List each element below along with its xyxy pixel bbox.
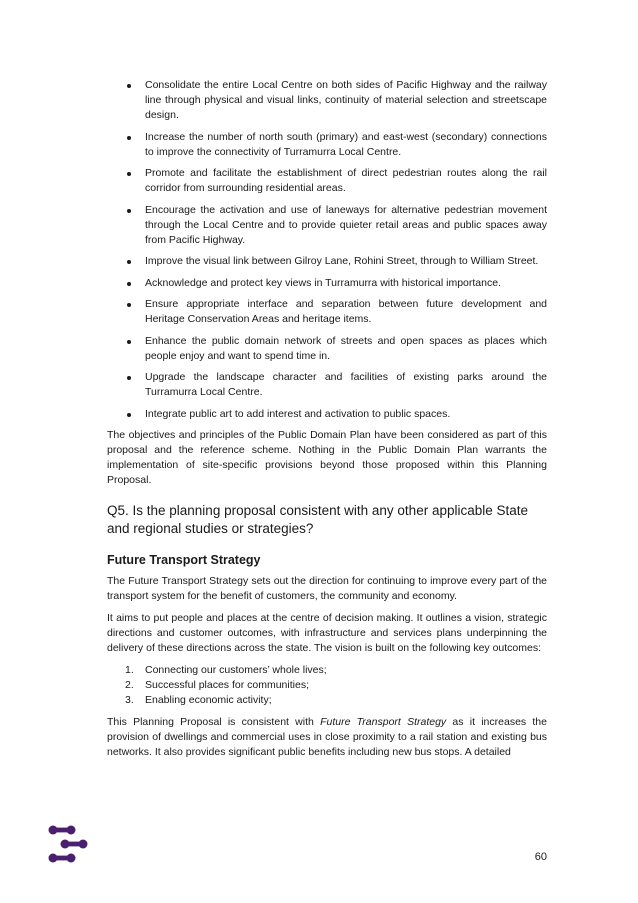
document-body: [107, 78, 547, 767]
text-run: This Planning Proposal is consistent with: [107, 716, 321, 728]
list-item: Integrate public art to add interest and activation to public spaces.: [107, 407, 547, 422]
list-text: Connecting our customers’ whole lives;: [145, 664, 327, 676]
fts-intro-paragraph: The Future Transport Strategy sets out the direction for continuing to improve every part of the transport system for the benefit of customers, the community and economy.: [107, 575, 547, 602]
connected-dots-logo-icon: [47, 825, 89, 863]
section-subheading: Future Transport Strategy: [107, 553, 261, 567]
list-item: [107, 663, 547, 678]
list-item: Increase the number of north south (primary) and east-west (secondary) connections to improve the connectivity of Turramurra Local Centre.: [107, 130, 547, 160]
list-item: [107, 693, 547, 708]
list-item: Upgrade the landscape character and facilities of existing parks around the Turramurra Local Centre.: [107, 370, 547, 400]
list-item: Improve the visual link between Gilroy Lane, Rohini Street, through to William Street.: [107, 254, 547, 269]
list-text: Successful places for communities;: [145, 679, 309, 691]
list-item: Enhance the public domain network of streets and open spaces as places which people enjoy and want to spend time in.: [107, 334, 547, 364]
list-text: Enabling economic activity;: [145, 694, 272, 706]
list-item: Acknowledge and protect key views in Turramurra with historical importance.: [107, 276, 547, 291]
list-item: Promote and facilitate the establishment of direct pedestrian routes along the rail corridor from surrounding residential areas.: [107, 166, 547, 196]
public-domain-paragraph: The objectives and principles of the Public Domain Plan have been considered as part of this proposal and the reference scheme. Nothing in the Public Domain Plan warrants the implementation of site-specific provisions beyond those proposed within this Planning Proposal.: [107, 429, 547, 486]
page-number: 60: [534, 851, 547, 863]
list-number: 1.: [125, 664, 134, 676]
text-run: as it increases the provision of dwellings and commercial uses in close proximity to a rail station and existing bus networks. It also provides significant public benefits including new bus stops. A detailed: [107, 716, 547, 758]
question-heading: Q5. Is the planning proposal consistent with any other applicable State and regional studies or strategies?: [107, 503, 529, 536]
list-item: [107, 678, 547, 693]
list-item: Ensure appropriate interface and separation between future development and Heritage Conservation Areas and heritage items.: [107, 297, 547, 327]
consistency-paragraph: [107, 715, 547, 760]
list-item: Encourage the activation and use of laneways for alternative pedestrian movement through the Local Centre and to provide quieter retail areas and public spaces away from Pacific Highway.: [107, 203, 547, 248]
principles-list: [107, 78, 547, 422]
list-number: 2.: [125, 679, 134, 691]
fts-vision-paragraph: It aims to put people and places at the centre of decision making. It outlines a vision, strategic directions and customer outcomes, with infrastructure and services plans underpinning the delivery of these directions across the state. The vision is built on the following key outcomes:: [107, 612, 547, 654]
strategy-title-italic: Future Transport Strategy: [320, 716, 447, 728]
list-number: 3.: [125, 694, 134, 706]
outcomes-list: [107, 663, 547, 708]
list-item: Consolidate the entire Local Centre on both sides of Pacific Highway and the railway line through physical and visual links, continuity of material selection and streetscape design.: [107, 78, 547, 123]
